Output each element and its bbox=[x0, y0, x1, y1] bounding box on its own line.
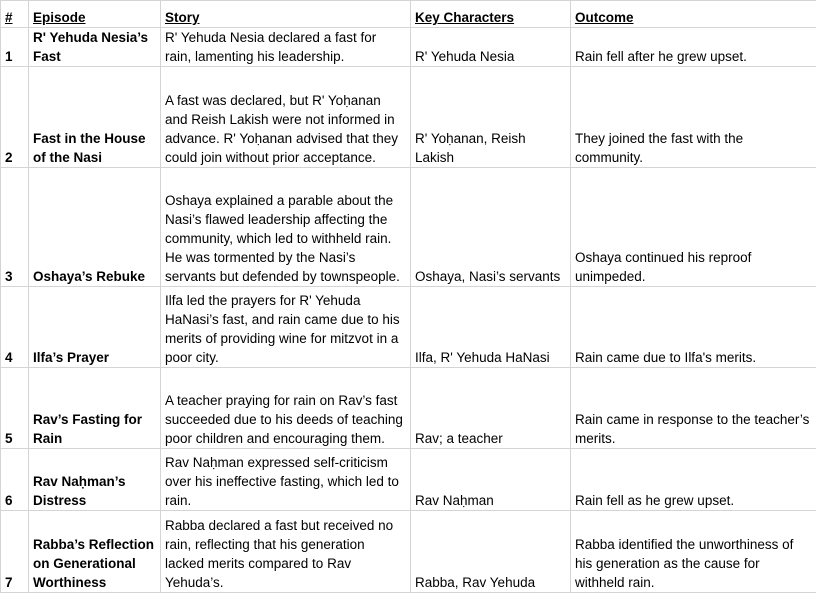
cell-outcome[interactable]: Rain came in response to the teacher’s merits. bbox=[571, 368, 816, 449]
cell-episode[interactable]: Rav’s Fasting for Rain bbox=[29, 368, 161, 449]
header-num[interactable]: # bbox=[1, 1, 29, 28]
cell-num[interactable]: 7 bbox=[1, 511, 29, 593]
cell-episode[interactable]: Rabba’s Reflection on Generational Worthiness bbox=[29, 511, 161, 593]
header-outcome[interactable]: Outcome bbox=[571, 1, 816, 28]
cell-story[interactable]: R' Yehuda Nesia declared a fast for rain, lamenting his leadership. bbox=[161, 28, 411, 67]
header-row bbox=[1, 1, 816, 28]
cell-story[interactable]: A teacher praying for rain on Rav’s fast succeeded due to his deeds of teaching poor children and encouraging them. bbox=[161, 368, 411, 449]
header-story[interactable]: Story bbox=[161, 1, 411, 28]
header-characters[interactable]: Key Characters bbox=[411, 1, 571, 28]
table-row bbox=[1, 368, 816, 449]
cell-outcome[interactable]: They joined the fast with the community. bbox=[571, 67, 816, 168]
cell-outcome[interactable]: Oshaya continued his reproof unimpeded. bbox=[571, 168, 816, 287]
cell-episode[interactable]: Rav Naḥman’s Distress bbox=[29, 449, 161, 511]
cell-story[interactable]: Ilfa led the prayers for R' Yehuda HaNasi’s fast, and rain came due to his merits of providing wine for mitzvot in a poor city. bbox=[161, 287, 411, 368]
cell-characters[interactable]: Oshaya, Nasi’s servants bbox=[411, 168, 571, 287]
cell-characters[interactable]: R' Yehuda Nesia bbox=[411, 28, 571, 67]
cell-characters[interactable]: Rav Naḥman bbox=[411, 449, 571, 511]
cell-outcome[interactable]: Rain fell after he grew upset. bbox=[571, 28, 816, 67]
cell-num[interactable]: 5 bbox=[1, 368, 29, 449]
cell-num[interactable]: 4 bbox=[1, 287, 29, 368]
cell-episode[interactable]: R' Yehuda Nesia’s Fast bbox=[29, 28, 161, 67]
cell-characters[interactable]: Rabba, Rav Yehuda bbox=[411, 511, 571, 593]
cell-story[interactable]: Rav Naḥman expressed self-criticism over his ineffective fasting, which led to rain. bbox=[161, 449, 411, 511]
cell-story[interactable]: Rabba declared a fast but received no rain, reflecting that his generation lacked merits compared to Rav Yehuda’s. bbox=[161, 511, 411, 593]
cell-story[interactable]: Oshaya explained a parable about the Nasi’s flawed leadership affecting the community, which led to withheld rain. He was tormented by the Nasi’s servants but defended by townspeople. bbox=[161, 168, 411, 287]
cell-characters[interactable]: Rav; a teacher bbox=[411, 368, 571, 449]
table-row bbox=[1, 67, 816, 168]
table-row bbox=[1, 168, 816, 287]
cell-num[interactable]: 1 bbox=[1, 28, 29, 67]
cell-outcome[interactable]: Rain fell as he grew upset. bbox=[571, 449, 816, 511]
cell-num[interactable]: 6 bbox=[1, 449, 29, 511]
table-row bbox=[1, 449, 816, 511]
cell-outcome[interactable]: Rabba identified the unworthiness of his generation as the cause for withheld rain. bbox=[571, 511, 816, 593]
cell-episode[interactable]: Oshaya’s Rebuke bbox=[29, 168, 161, 287]
cell-story[interactable]: A fast was declared, but R' Yoḥanan and Reish Lakish were not informed in advance. R' Yoḥanan advised that they could join without prior acceptance. bbox=[161, 67, 411, 168]
cell-outcome[interactable]: Rain came due to Ilfa's merits. bbox=[571, 287, 816, 368]
header-episode[interactable]: Episode bbox=[29, 1, 161, 28]
cell-characters[interactable]: R' Yoḥanan, Reish Lakish bbox=[411, 67, 571, 168]
table-row bbox=[1, 28, 816, 67]
cell-characters[interactable]: Ilfa, R' Yehuda HaNasi bbox=[411, 287, 571, 368]
cell-episode[interactable]: Fast in the House of the Nasi bbox=[29, 67, 161, 168]
cell-episode[interactable]: Ilfa’s Prayer bbox=[29, 287, 161, 368]
table-row bbox=[1, 511, 816, 593]
cell-num[interactable]: 3 bbox=[1, 168, 29, 287]
cell-num[interactable]: 2 bbox=[1, 67, 29, 168]
table-row bbox=[1, 287, 816, 368]
